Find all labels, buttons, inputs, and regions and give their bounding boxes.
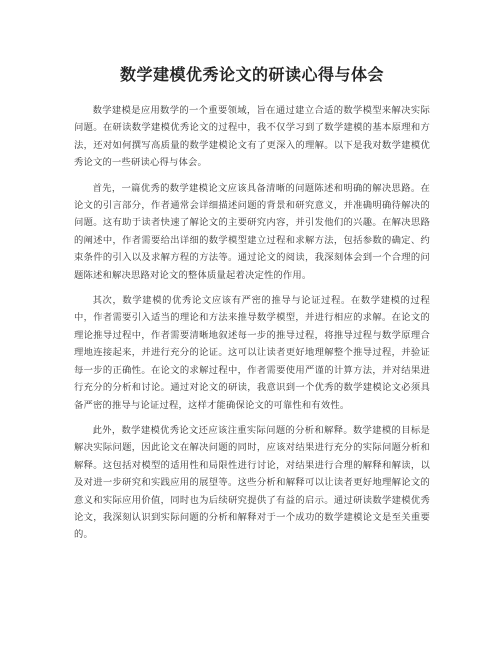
document-title: 数学建模优秀论文的研读心得与体会 [119, 65, 384, 84]
paragraph-intro: 数学建模是应用数学的一个重要领域，旨在通过建立合适的数学模型来解决实际问题。在研读数学建模优秀论文的过程中，我不仅学习到了数学建模的基本原理和方法，还对如何撰写高质量的数学建模论文有了更深入的理解。以下是我对数学建模优秀论文的一些研读心得与体会。 [74, 105, 430, 169]
paragraph-third-point: 此外，数学建模优秀论文还应该注重实际问题的分析和解释。数学建模的目标是解决实际问题，因此论文在解决问题的同时，应该对结果进行充分的实际问题分析和解释。这包括对模型的适用性和局限性进行讨论，对结果进行合理的解释和解读，以及对进一步研究和实践应用的展望等。这些分析和解释可以让读者更好地理解论文的意义和实际应用价值，同时也为后续研究提供了有益的启示。通过研读数学建模优秀论文，我深刻认识到实际问题的分析和解释对于一个成功的数学建模论文是至关重要的。 [74, 424, 430, 541]
paragraph-second-point: 其次，数学建模的优秀论文应该有严密的推导与论证过程。在数学建模的过程中，作者需要引入适当的理论和方法来推导数学模型，并进行相应的求解。在论文的理论推导过程中，作者需要清晰地叙述每一步的推导过程，将推导过程与数学原理合理地连接起来，并进行充分的论证。这可以让读者更好地理解整个推导过程，并验证每一步的正确性。在论文的求解过程中，作者需要使用严谨的计算方法，并对结果进行充分的分析和讨论。通过对论文的研读，我意识到一个优秀的数学建模论文必须具备严密的推导与论证过程，这样才能确保论文的可靠性和有效性。 [74, 295, 430, 411]
paragraph-first-point: 首先，一篇优秀的数学建模论文应该具备清晰的问题陈述和明确的解决思路。在论文的引言部分，作者通常会详细描述问题的背景和研究意义，并准确明确待解决的问题。这有助于读者快速了解论文的主要研究内容，并引发他们的兴趣。在解决思路的阐述中，作者需要给出详细的数学模型建立过程和求解方法，包括参数的确定、约束条件的引入以及求解方程的方法等。通过论文的阅读，我深刻体会到一个合理的问题陈述和解决思路对论文的整体质量起着决定性的作用。 [74, 182, 430, 281]
